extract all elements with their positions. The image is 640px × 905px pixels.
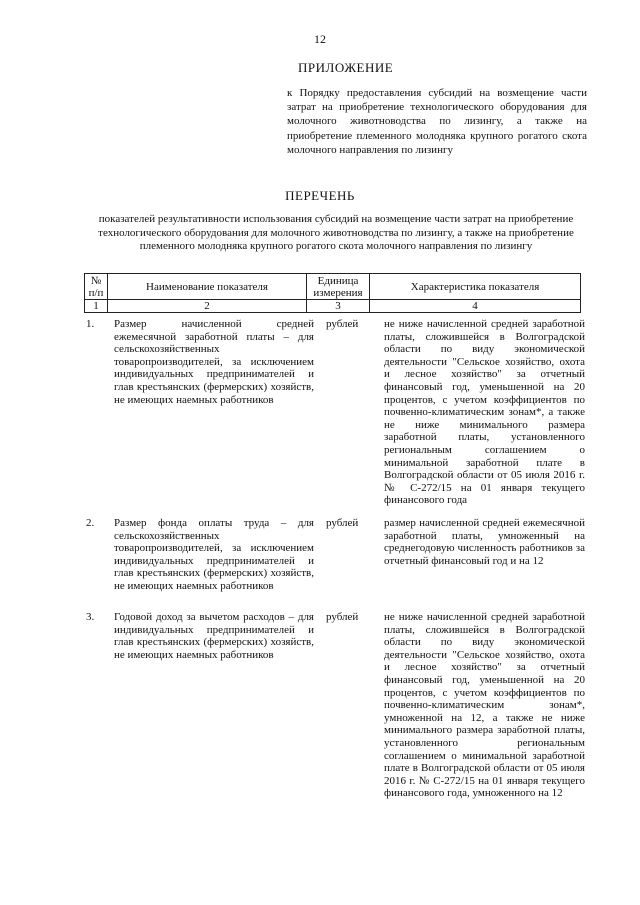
row-2-name: Размер фонда оплаты труда – для сельскохозяйственных товаропроизводителей, за исключением индивидуальных предпринимателей и глав крестьянских (фермерских) хозяйств, не имеющих наемных работников (114, 517, 314, 592)
column-number-4: 4 (370, 300, 581, 313)
row-3-unit: рублей (326, 611, 359, 623)
header-characteristic: Характеристика показателя (370, 274, 581, 300)
row-1-number: 1. (86, 318, 95, 330)
row-3-name: Годовой доход за вычетом расходов – для индивидуальных предпринимателей и глав крестьянских (фермерских) хозяйств, не имеющих наемных работников (114, 611, 314, 661)
row-2-number: 2. (86, 517, 95, 529)
list-title: ПЕРЕЧЕНЬ (285, 188, 355, 203)
row-1-name: Размер начисленной средней ежемесячной заработной платы – для сельскохозяйственных товаропроизводителей, за исключением индивидуальных предпринимателей и глав крестьянских (фермерских) хозяйств, не имеющих наемных работников (114, 318, 314, 406)
header-unit: Единица измерения (307, 274, 370, 300)
row-1-unit: рублей (326, 318, 359, 330)
row-1-characteristic: не ниже начисленной средней заработной платы, сложившейся в Волгоградской области по виду экономической деятельности "Сельское хозяйство, охота и лесное хозяйство" за отчетный финансовый год, уменьшенной на 20 процентов, с учетом коэффициентов по почвенно-климатическим зонам*, а также не ниже минимального размера заработной платы, установленного региональным соглашением о минимальной заработной плате в Волгоградской области от 05 июля 2016 г. № С-272/15 на 01 января текущего финансового года (384, 318, 585, 507)
column-number-3: 3 (307, 300, 370, 313)
header-num: № п/п (85, 274, 108, 300)
page-number: 12 (314, 32, 326, 46)
header-name: Наименование показателя (108, 274, 307, 300)
row-2-unit: рублей (326, 517, 359, 529)
appendix-subtitle: к Порядку предоставления субсидий на возмещение части затрат на приобретение технологического оборудования для молочного животноводства по лизингу, а также на приобретение племенного молодняка крупного рогатого скота молочного направления по лизингу (287, 87, 587, 156)
appendix-title: ПРИЛОЖЕНИЕ (298, 60, 394, 75)
column-number-2: 2 (108, 300, 307, 313)
row-2-characteristic: размер начисленной средней ежемесячной заработной платы, умноженный на среднегодовую численность работников за отчетный финансовый год и на 12 (384, 517, 585, 567)
indicators-table-header (84, 273, 581, 313)
row-3-characteristic: не ниже начисленной средней заработной платы, сложившейся в Волгоградской области по виду экономической деятельности "Сельское хозяйство, охота и лесное хозяйство" за отчетный финансовый год, уменьшенной на 20 процентов, с учетом коэффициентов по почвенно-климатическим зонам*, умноженной на 12, а также не ниже минимального размера заработной платы, установленного региональным соглашением о минимальной заработной плате в Волгоградской области от 05 июля 2016 г. № С-272/15 на 01 января текущего финансового года, умноженного на 12 (384, 611, 585, 800)
list-subtitle: показателей результативности использования субсидий на возмещение части затрат на приобретение технологического оборудования для молочного животноводства по лизингу, а также на приобретение племенного молодняка крупного рогатого скота молочного направления по лизингу (98, 213, 574, 253)
column-number-1: 1 (85, 300, 108, 313)
row-3-number: 3. (86, 611, 95, 623)
